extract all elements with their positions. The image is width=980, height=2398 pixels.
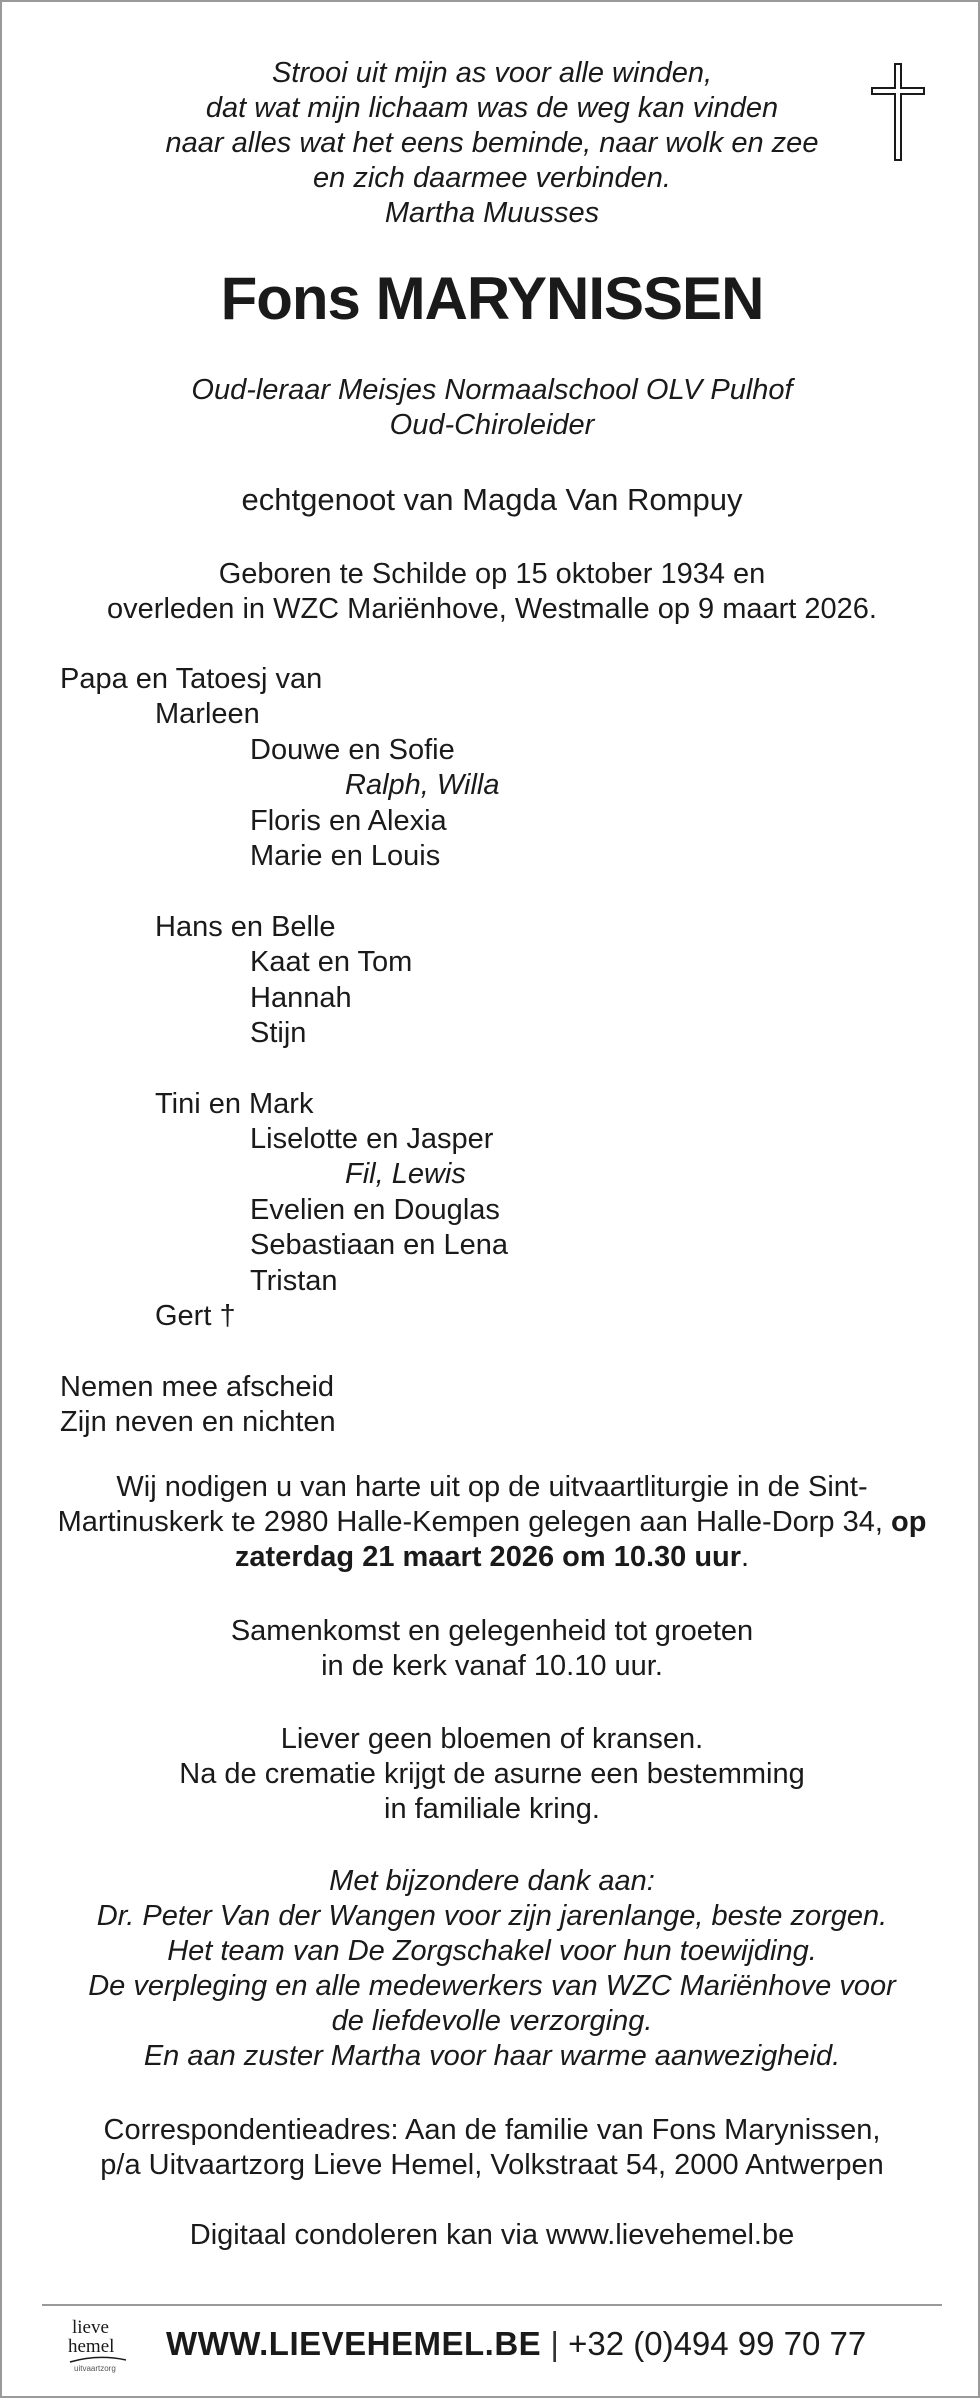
invitation-text: Wij nodigen u van harte uit op de uitvaartliturgie in de Sint-Martinuskerk te 2980 Halle-Kempen gelegen aan Halle-Dorp 34, — [57, 1471, 891, 1538]
spacer — [60, 874, 940, 909]
family-branch: Marleen — [155, 698, 260, 731]
invitation-end: . — [741, 1541, 750, 1573]
birth-line: Geboren te Schilde op 15 oktober 1934 en — [218, 558, 766, 590]
website-link[interactable]: WWW.LIEVEHEMEL.BE — [166, 2325, 542, 2362]
address-line: p/a Uitvaartzorg Lieve Hemel, Volkstraat 54, 2000 Antwerpen — [100, 2149, 884, 2181]
family-grandchildren: Ralph, Willa — [345, 769, 500, 802]
family-child: Kaat en Tom — [250, 946, 413, 979]
deceased-name: Fons MARYNISSEN — [220, 265, 764, 332]
footer-contact — [166, 2324, 926, 2364]
correspondence-address — [42, 2113, 942, 2183]
family-child: Hannah — [250, 981, 352, 1014]
family-branch: Hans en Belle — [155, 910, 336, 943]
also-farewell-line: Nemen mee afscheid — [60, 1370, 335, 1403]
poem-line: naar alles wat het eens beminde, naar wolk en zee — [165, 127, 819, 159]
thanks-line: Met bijzondere dank aan: — [329, 1865, 655, 1897]
logo-swoosh-icon — [68, 2356, 128, 2364]
spacer — [60, 1334, 940, 1369]
condolence-line: Digitaal condoleren kan via www.lievehemel.be — [189, 2219, 795, 2251]
phone-number[interactable]: +32 (0)494 99 70 77 — [568, 2325, 867, 2362]
funeral-invitation — [42, 1470, 942, 1575]
thanks-section — [42, 1864, 942, 2074]
family-child: Floris en Alexia — [250, 804, 447, 837]
family-child: Evelien en Douglas — [250, 1193, 500, 1226]
family-list — [60, 662, 940, 1441]
title-line: Oud-Chiroleider — [389, 409, 595, 441]
funeral-date-time: op zaterdag 21 maart 2026 om 10.30 uur — [234, 1506, 927, 1573]
spacer — [60, 1051, 940, 1086]
family-child: Tristan — [250, 1264, 338, 1297]
address-line: Correspondentieadres: Aan de familie van Fons Marynissen, — [103, 2114, 881, 2146]
thanks-line: En aan zuster Martha voor haar warme aanwezigheid. — [143, 2040, 841, 2072]
footer-separator: | — [550, 2325, 559, 2362]
poem-line: dat wat mijn lichaam was de weg kan vinden — [205, 92, 779, 124]
family-child: Sebastiaan en Lena — [250, 1229, 508, 1262]
logo-word: lieve — [72, 2317, 109, 2338]
family-child: Stijn — [250, 1016, 307, 1049]
logo-tagline: uitvaartzorg — [74, 2364, 116, 2373]
footer-divider — [42, 2304, 942, 2306]
spouse-line: echtgenoot van Magda Van Rompuy — [241, 482, 743, 517]
poem-line: Strooi uit mijn as voor alle winden, — [271, 57, 713, 89]
family-branch: Tini en Mark — [155, 1087, 314, 1120]
birth-death-info — [2, 557, 980, 627]
meeting-line: Samenkomst en gelegenheid tot groeten — [230, 1615, 754, 1647]
family-deceased-child: Gert † — [155, 1300, 236, 1333]
family-child: Douwe en Sofie — [250, 733, 455, 766]
death-line: overleden in WZC Mariënhove, Westmalle op 9 maart 2026. — [107, 593, 877, 625]
thanks-line: De verpleging en alle medewerkers van WZC Mariënhove voor — [88, 1970, 896, 2002]
flowers-line: Na de crematie krijgt de asurne een bestemming — [179, 1758, 805, 1790]
poem-line: en zich daarmee verbinden. — [313, 162, 671, 194]
also-farewell-line: Zijn neven en nichten — [60, 1406, 336, 1439]
family-intro: Papa en Tatoesj van — [60, 663, 323, 695]
cross-icon — [868, 62, 928, 162]
thanks-line: Dr. Peter Van der Wangen voor zijn jarenlange, beste zorgen. — [96, 1900, 888, 1932]
flowers-line: in familiale kring. — [384, 1793, 600, 1825]
deceased-titles — [2, 373, 980, 443]
family-child: Liselotte en Jasper — [250, 1123, 494, 1156]
poem-author: Martha Muusses — [384, 197, 600, 229]
logo-word: hemel — [68, 2336, 115, 2357]
family-grandchildren: Fil, Lewis — [345, 1158, 466, 1191]
thanks-line: Het team van De Zorgschakel voor hun toewijding. — [167, 1935, 817, 1967]
meeting-line: in de kerk vanaf 10.10 uur. — [321, 1650, 663, 1682]
family-child: Marie en Louis — [250, 839, 441, 872]
title-line: Oud-leraar Meisjes Normaalschool OLV Pulhof — [191, 374, 793, 406]
flowers-notice — [42, 1722, 942, 1827]
lieve-hemel-logo — [64, 2318, 140, 2378]
thanks-line: de liefdevolle verzorging. — [331, 2005, 653, 2037]
poem — [2, 56, 980, 231]
meeting-info — [42, 1614, 942, 1684]
flowers-line: Liever geen bloemen of kransen. — [280, 1723, 704, 1755]
